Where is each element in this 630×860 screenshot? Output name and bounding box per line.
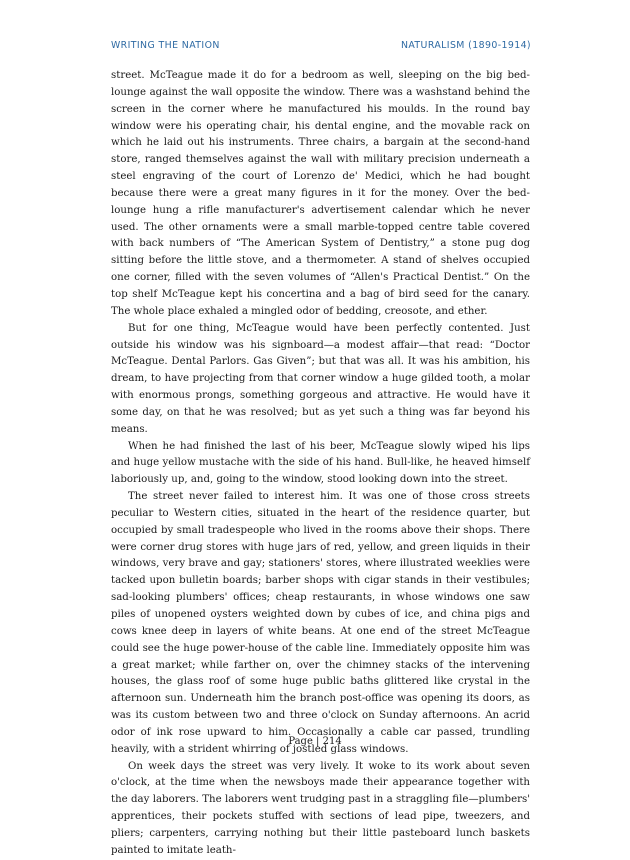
paragraph: street. McTeague made it do for a bedroom as well, sleeping on the big bed-lounge against the wall opposite the window. There was a washstand behind the screen in the corner where he manufactured his moulds. In the round bay window were his operating chair, his dental engine, and the movable rack on which he laid out his instruments. Three chairs, a bargain at the second-hand store, ranged themselves against the wall with military precision underneath a steel engraving of the court of Lorenzo de' Medici, which he had bought because there were a great many figures in it for the money. Over the bed-lounge hung a rifle manufacturer's advertisement calendar which he never used. The other ornaments were a small marble-topped centre table covered with back numbers of “The American System of Dentistry,” a stone pug dog sitting before the little stove, and a thermometer. A stand of shelves occupied one corner, filled with the seven volumes of “Allen's Practical Dentist.” On the top shelf McTeague kept his concertina and a bag of bird seed for the canary. The whole place exhaled a mingled odor of bedding, creosote, and ether. — [111, 70, 530, 317]
paragraph: But for one thing, McTeague would have been perfectly contented. Just outside his window was his signboard—a modest affair—that read: “Doctor McTeague. Dental Parlors. Gas Given”; but that was all. It was his ambition, his dream, to have projecting from that corner window a huge gilded tooth, a molar with enormous prongs, something gorgeous and attractive. He would have it some day, on that he was resolved; but as yet such a thing was far beyond his means. — [111, 322, 530, 435]
page-number: Page | 214 — [288, 736, 342, 747]
header-book-title: WRITING THE NATION — [111, 40, 220, 51]
paragraph: The street never failed to interest him. It was one of those cross streets peculiar to Western cities, situated in the heart of the residence quarter, but occupied by small tradespeople who lived in the rooms above their shops. There were corner drug stores with huge jars of red, yellow, and green liquids in their windows, very brave and gay; stationers' stores, where illustrated weeklies were tacked upon bulletin boards; barber shops with cigar stands in their vestibules; sad-looking plumbers' offices; cheap restaurants, in whose windows one saw piles of unopened oysters weighted down by cubes of ice, and china pigs and cows knee deep in layers of white beans. At one end of the street McTeague could see the huge power-house of the cable line. Immediately opposite him was a great market; while farther on, over the chimney stacks of the intervening houses, the glass roof of some huge public baths glittered like crystal in the afternoon sun. Underneath him the branch post-office was opening its doors, as was its custom between two and three o'clock on Sunday afternoons. An acrid odor of ink rose upward to him. Occasionally a cable car passed, trundling heavily, with a strident whirring of jostled glass windows. — [111, 491, 530, 755]
running-header — [111, 40, 531, 54]
paragraph: When he had finished the last of his beer, McTeague slowly wiped his lips and huge yellow mustache with the side of his hand. Bull-like, he heaved himself laboriously up, and, going to the window, stood looking down into the street. — [111, 440, 530, 486]
header-section-title: NATURALISM (1890-1914) — [400, 40, 531, 51]
paragraph: On week days the street was very lively. It woke to its work about seven o'clock, at the time when the newsboys made their appearance together with the day laborers. The laborers went trudging past in a straggling file—plumbers' apprentices, their pockets stuffed with sections of lead pipe, tweezers, and pliers; carpenters, carrying nothing but their little pasteboard lunch baskets painted to imitate leath- — [111, 760, 530, 856]
